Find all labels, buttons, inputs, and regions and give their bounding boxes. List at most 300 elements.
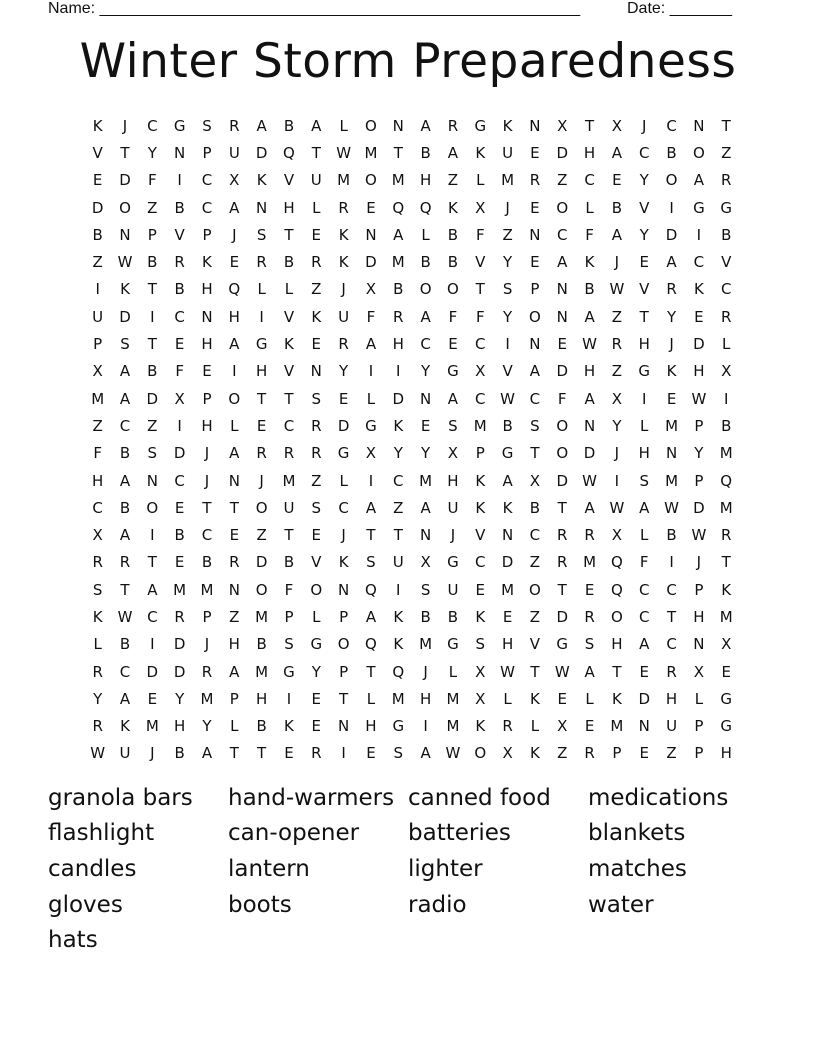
grid-letter[interactable]: A xyxy=(147,580,158,599)
grid-letter[interactable]: I xyxy=(614,471,620,490)
grid-letter[interactable]: N xyxy=(529,225,541,244)
grid-letter[interactable]: H xyxy=(693,362,705,381)
grid-letter[interactable]: T xyxy=(366,526,376,545)
grid-letter[interactable]: K xyxy=(120,280,130,299)
grid-letter[interactable]: T xyxy=(530,444,540,463)
grid-letter[interactable]: Y xyxy=(421,444,431,463)
grid-letter[interactable]: E xyxy=(639,662,649,681)
grid-letter[interactable]: M xyxy=(719,498,733,517)
grid-letter[interactable]: M xyxy=(719,444,733,463)
grid-letter[interactable]: M xyxy=(391,171,405,190)
grid-letter[interactable]: C xyxy=(201,171,213,190)
grid-letter[interactable]: D xyxy=(365,253,377,272)
grid-letter[interactable]: D xyxy=(556,362,569,381)
grid-letter[interactable]: C xyxy=(201,198,213,217)
grid-letter[interactable]: T xyxy=(284,389,294,408)
grid-letter[interactable]: W xyxy=(609,498,625,517)
grid-letter[interactable]: P xyxy=(694,717,704,736)
grid-letter[interactable]: C xyxy=(638,580,650,599)
grid-letter[interactable]: M xyxy=(665,471,679,490)
grid-letter[interactable]: H xyxy=(583,362,596,381)
grid-letter[interactable]: V xyxy=(639,198,650,217)
grid-letter[interactable]: L xyxy=(339,116,348,135)
grid-letter[interactable]: C xyxy=(338,498,349,517)
grid-letter[interactable]: T xyxy=(257,744,267,763)
grid-letter[interactable]: G xyxy=(447,635,459,654)
grid-letter[interactable]: D xyxy=(337,416,350,435)
grid-letter[interactable]: E xyxy=(147,689,158,708)
grid-letter[interactable]: K xyxy=(393,416,404,435)
grid-letter[interactable]: M xyxy=(446,717,460,736)
grid-letter[interactable]: H xyxy=(611,635,623,654)
grid-letter[interactable]: T xyxy=(229,744,239,763)
grid-letter[interactable]: H xyxy=(693,607,705,626)
grid-letter[interactable]: L xyxy=(312,198,321,217)
grid-letter[interactable]: C xyxy=(147,607,158,626)
grid-letter[interactable]: T xyxy=(639,307,649,326)
grid-letter[interactable]: I xyxy=(150,526,155,545)
grid-letter[interactable]: A xyxy=(502,471,513,490)
grid-letter[interactable]: T xyxy=(557,580,567,599)
grid-letter[interactable]: I xyxy=(669,198,674,217)
grid-letter[interactable]: I xyxy=(341,744,346,763)
grid-letter[interactable]: K xyxy=(338,253,349,272)
grid-letter[interactable]: H xyxy=(228,635,240,654)
grid-letter[interactable]: R xyxy=(666,662,677,681)
grid-letter[interactable]: X xyxy=(365,444,377,463)
grid-letter[interactable]: X xyxy=(475,362,486,381)
grid-letter[interactable]: X xyxy=(721,635,732,654)
grid-letter[interactable]: S xyxy=(393,744,404,763)
grid-letter[interactable]: E xyxy=(612,171,622,190)
grid-letter[interactable]: A xyxy=(365,498,377,517)
grid-letter[interactable]: E xyxy=(448,335,458,354)
grid-letter[interactable]: U xyxy=(310,171,322,190)
grid-letter[interactable]: A xyxy=(311,116,322,135)
grid-letter[interactable]: J xyxy=(150,744,155,763)
grid-letter[interactable]: Y xyxy=(694,444,704,463)
grid-letter[interactable]: N xyxy=(174,143,186,162)
grid-letter[interactable]: R xyxy=(338,335,349,354)
grid-letter[interactable]: B xyxy=(283,116,295,135)
grid-letter[interactable]: C xyxy=(147,116,158,135)
grid-letter[interactable]: S xyxy=(256,225,267,244)
grid-letter[interactable]: M xyxy=(473,416,487,435)
grid-letter[interactable]: P xyxy=(202,225,212,244)
grid-letter[interactable]: U xyxy=(228,143,240,162)
grid-letter[interactable]: P xyxy=(284,607,294,626)
grid-letter[interactable]: M xyxy=(91,389,105,408)
grid-letter[interactable]: H xyxy=(201,335,213,354)
grid-letter[interactable]: A xyxy=(256,116,267,135)
grid-letter[interactable]: G xyxy=(693,198,705,217)
grid-letter[interactable]: D xyxy=(556,607,569,626)
grid-letter[interactable]: W xyxy=(445,744,461,763)
grid-letter[interactable]: P xyxy=(694,744,704,763)
grid-letter[interactable]: V xyxy=(92,143,103,162)
grid-letter[interactable]: B xyxy=(666,143,677,162)
grid-letter[interactable]: A xyxy=(529,362,541,381)
grid-letter[interactable]: B xyxy=(119,635,131,654)
grid-letter[interactable]: K xyxy=(666,362,677,381)
grid-letter[interactable]: F xyxy=(366,307,376,326)
grid-letter[interactable]: K xyxy=(256,171,267,190)
grid-letter[interactable]: I xyxy=(368,362,374,381)
grid-letter[interactable]: W xyxy=(117,607,133,626)
grid-letter[interactable]: I xyxy=(396,362,401,381)
grid-letter[interactable]: E xyxy=(557,335,567,354)
grid-letter[interactable]: K xyxy=(202,253,212,272)
grid-letter[interactable]: W xyxy=(664,498,679,517)
grid-letter[interactable]: R xyxy=(666,280,677,299)
grid-letter[interactable]: M xyxy=(255,607,269,626)
grid-letter[interactable]: D xyxy=(638,689,650,708)
grid-letter[interactable]: X xyxy=(475,689,486,708)
grid-letter[interactable]: D xyxy=(173,444,186,463)
grid-letter[interactable]: A xyxy=(229,335,240,354)
grid-letter[interactable]: A xyxy=(584,307,595,326)
grid-letter[interactable]: I xyxy=(723,389,729,408)
date-field[interactable]: Date: _______ xyxy=(627,0,732,17)
grid-letter[interactable]: I xyxy=(177,171,182,190)
grid-letter[interactable]: R xyxy=(447,116,459,135)
grid-letter[interactable]: R xyxy=(229,116,240,135)
grid-letter[interactable]: D xyxy=(693,335,705,354)
grid-letter[interactable]: H xyxy=(447,471,459,490)
grid-letter[interactable]: N xyxy=(693,116,705,135)
grid-letter[interactable]: I xyxy=(696,225,702,244)
grid-letter[interactable]: B xyxy=(147,362,158,381)
grid-letter[interactable]: C xyxy=(119,416,131,435)
grid-letter[interactable]: J xyxy=(259,471,264,490)
grid-letter[interactable]: O xyxy=(365,171,377,190)
grid-letter[interactable]: O xyxy=(556,444,569,463)
grid-letter[interactable]: K xyxy=(502,498,513,517)
grid-letter[interactable]: P xyxy=(202,389,212,408)
grid-letter[interactable]: B xyxy=(92,225,103,244)
grid-letter[interactable]: M xyxy=(391,253,405,272)
grid-letter[interactable]: V xyxy=(639,280,650,299)
grid-letter[interactable]: O xyxy=(529,580,541,599)
grid-letter[interactable]: A xyxy=(365,335,377,354)
grid-letter[interactable]: R xyxy=(119,553,131,572)
grid-letter[interactable]: A xyxy=(447,389,459,408)
grid-letter[interactable]: E xyxy=(639,744,649,763)
grid-letter[interactable]: R xyxy=(584,744,595,763)
grid-letter[interactable]: G xyxy=(638,362,651,381)
grid-letter[interactable]: X xyxy=(229,171,240,190)
grid-letter[interactable]: H xyxy=(201,416,213,435)
grid-letter[interactable]: L xyxy=(93,635,102,654)
grid-letter[interactable]: F xyxy=(148,171,157,190)
grid-letter[interactable]: O xyxy=(474,744,487,763)
grid-letter[interactable]: Z xyxy=(92,416,103,435)
grid-letter[interactable]: O xyxy=(337,635,350,654)
grid-letter[interactable]: R xyxy=(283,444,295,463)
grid-letter[interactable]: E xyxy=(366,744,376,763)
grid-letter[interactable]: R xyxy=(529,171,541,190)
grid-letter[interactable]: W xyxy=(691,389,707,408)
grid-letter[interactable]: W xyxy=(609,280,625,299)
grid-letter[interactable]: B xyxy=(147,253,158,272)
grid-letter[interactable]: O xyxy=(556,416,569,435)
grid-letter[interactable]: O xyxy=(119,198,131,217)
grid-letter[interactable]: J xyxy=(669,335,674,354)
grid-letter[interactable]: V xyxy=(475,253,486,272)
grid-letter[interactable]: K xyxy=(502,116,513,135)
grid-letter[interactable]: C xyxy=(475,335,486,354)
grid-letter[interactable]: L xyxy=(694,689,704,708)
grid-letter[interactable]: K xyxy=(475,143,486,162)
grid-letter[interactable]: K xyxy=(120,717,130,736)
grid-letter[interactable]: M xyxy=(282,471,296,490)
grid-letter[interactable]: X xyxy=(557,717,568,736)
grid-letter[interactable]: S xyxy=(639,471,649,490)
grid-letter[interactable]: E xyxy=(174,335,185,354)
grid-letter[interactable]: L xyxy=(503,689,512,708)
grid-letter[interactable]: R xyxy=(311,744,322,763)
grid-letter[interactable]: Y xyxy=(202,717,212,736)
grid-letter[interactable]: N xyxy=(146,471,158,490)
grid-letter[interactable]: A xyxy=(229,444,240,463)
grid-letter[interactable]: X xyxy=(611,389,623,408)
grid-letter[interactable]: F xyxy=(93,444,102,463)
grid-letter[interactable]: Y xyxy=(666,307,677,326)
grid-letter[interactable]: Z xyxy=(611,362,623,381)
grid-letter[interactable]: R xyxy=(92,553,103,572)
grid-letter[interactable]: B xyxy=(283,253,295,272)
grid-letter[interactable]: M xyxy=(719,607,733,626)
grid-letter[interactable]: Y xyxy=(175,689,185,708)
grid-letter[interactable]: O xyxy=(255,580,268,599)
grid-letter[interactable]: K xyxy=(475,498,486,517)
grid-letter[interactable]: R xyxy=(256,444,267,463)
grid-letter[interactable]: P xyxy=(202,143,212,162)
grid-letter[interactable]: N xyxy=(392,116,404,135)
grid-letter[interactable]: I xyxy=(642,389,647,408)
grid-letter[interactable]: B xyxy=(420,607,431,626)
grid-letter[interactable]: S xyxy=(120,335,130,354)
grid-letter[interactable]: N xyxy=(419,389,432,408)
grid-letter[interactable]: E xyxy=(229,526,240,545)
grid-letter[interactable]: A xyxy=(611,225,623,244)
grid-letter[interactable]: F xyxy=(475,307,485,326)
grid-letter[interactable]: O xyxy=(228,389,241,408)
grid-letter[interactable]: B xyxy=(119,498,131,517)
grid-letter[interactable]: X xyxy=(693,662,705,681)
grid-letter[interactable]: I xyxy=(396,580,401,599)
grid-letter[interactable]: T xyxy=(666,607,677,626)
grid-letter[interactable]: G xyxy=(720,689,733,708)
grid-letter[interactable]: T xyxy=(284,526,294,545)
grid-letter[interactable]: I xyxy=(423,717,428,736)
grid-letter[interactable]: G xyxy=(283,662,295,681)
grid-letter[interactable]: H xyxy=(201,280,213,299)
grid-letter[interactable]: E xyxy=(311,689,322,708)
grid-letter[interactable]: L xyxy=(448,662,458,681)
grid-letter[interactable]: W xyxy=(336,143,352,162)
grid-letter[interactable]: W xyxy=(90,744,106,763)
grid-letter[interactable]: E xyxy=(721,662,731,681)
grid-letter[interactable]: P xyxy=(229,689,239,708)
grid-letter[interactable]: A xyxy=(119,362,131,381)
grid-letter[interactable]: G xyxy=(501,444,514,463)
grid-letter[interactable]: V xyxy=(529,635,541,654)
grid-letter[interactable]: C xyxy=(584,171,595,190)
grid-letter[interactable]: C xyxy=(638,607,650,626)
grid-letter[interactable]: W xyxy=(500,662,515,681)
grid-letter[interactable]: L xyxy=(421,225,430,244)
grid-letter[interactable]: T xyxy=(393,526,403,545)
grid-letter[interactable]: E xyxy=(174,498,185,517)
grid-letter[interactable]: A xyxy=(119,526,131,545)
grid-letter[interactable]: Y xyxy=(503,253,513,272)
grid-letter[interactable]: R xyxy=(201,662,213,681)
grid-letter[interactable]: V xyxy=(311,553,322,572)
grid-letter[interactable]: H xyxy=(720,744,732,763)
grid-letter[interactable]: A xyxy=(693,171,705,190)
grid-letter[interactable]: H xyxy=(174,717,186,736)
grid-letter[interactable]: E xyxy=(311,717,322,736)
grid-letter[interactable]: E xyxy=(584,717,595,736)
grid-letter[interactable]: H xyxy=(283,198,295,217)
grid-letter[interactable]: M xyxy=(501,580,515,599)
grid-letter[interactable]: J xyxy=(642,116,647,135)
grid-letter[interactable]: F xyxy=(448,307,458,326)
grid-letter[interactable]: L xyxy=(476,171,485,190)
grid-letter[interactable]: Y xyxy=(503,307,513,326)
grid-letter[interactable]: T xyxy=(475,280,485,299)
grid-letter[interactable]: D xyxy=(392,389,405,408)
grid-letter[interactable]: Z xyxy=(147,416,158,435)
grid-letter[interactable]: B xyxy=(447,225,459,244)
grid-letter[interactable]: C xyxy=(529,526,541,545)
grid-letter[interactable]: B xyxy=(611,198,623,217)
grid-letter[interactable]: D xyxy=(501,553,514,572)
grid-letter[interactable]: D xyxy=(173,635,186,654)
grid-letter[interactable]: A xyxy=(447,143,459,162)
grid-letter[interactable]: B xyxy=(584,280,595,299)
grid-letter[interactable]: H xyxy=(92,471,104,490)
grid-letter[interactable]: X xyxy=(529,471,541,490)
grid-letter[interactable]: X xyxy=(420,553,431,572)
grid-letter[interactable]: H xyxy=(365,717,377,736)
grid-letter[interactable]: K xyxy=(721,580,732,599)
grid-letter[interactable]: K xyxy=(529,689,540,708)
grid-letter[interactable]: A xyxy=(611,143,623,162)
grid-letter[interactable]: T xyxy=(147,280,157,299)
grid-letter[interactable]: H xyxy=(255,689,268,708)
grid-letter[interactable]: E xyxy=(639,253,649,272)
grid-letter[interactable]: K xyxy=(393,607,404,626)
grid-letter[interactable]: G xyxy=(365,416,377,435)
grid-letter[interactable]: Q xyxy=(610,553,623,572)
grid-letter[interactable]: A xyxy=(420,116,431,135)
grid-letter[interactable]: C xyxy=(420,335,431,354)
grid-letter[interactable]: P xyxy=(147,225,157,244)
grid-letter[interactable]: K xyxy=(475,607,486,626)
grid-letter[interactable]: K xyxy=(92,116,103,135)
grid-letter[interactable]: N xyxy=(228,471,240,490)
grid-letter[interactable]: R xyxy=(611,335,623,354)
grid-letter[interactable]: D xyxy=(583,444,596,463)
grid-letter[interactable]: I xyxy=(669,553,674,572)
grid-letter[interactable]: F xyxy=(284,580,294,599)
grid-letter[interactable]: W xyxy=(691,526,707,545)
grid-letter[interactable]: K xyxy=(284,335,294,354)
grid-letter[interactable]: A xyxy=(119,689,131,708)
grid-letter[interactable]: Y xyxy=(612,416,622,435)
grid-letter[interactable]: C xyxy=(475,389,486,408)
grid-letter[interactable]: B xyxy=(174,744,185,763)
grid-letter[interactable]: O xyxy=(419,280,432,299)
grid-letter[interactable]: S xyxy=(366,553,376,572)
grid-letter[interactable]: C xyxy=(174,307,185,326)
grid-letter[interactable]: T xyxy=(284,225,294,244)
grid-letter[interactable]: B xyxy=(420,143,431,162)
grid-letter[interactable]: A xyxy=(229,662,240,681)
grid-letter[interactable]: R xyxy=(229,553,240,572)
grid-letter[interactable]: K xyxy=(584,253,595,272)
grid-letter[interactable]: N xyxy=(338,717,350,736)
grid-letter[interactable]: K xyxy=(311,307,322,326)
grid-letter[interactable]: G xyxy=(310,635,323,654)
grid-letter[interactable]: C xyxy=(475,553,486,572)
grid-letter[interactable]: R xyxy=(174,253,185,272)
grid-letter[interactable]: X xyxy=(502,744,513,763)
grid-letter[interactable]: P xyxy=(93,335,103,354)
grid-letter[interactable]: N xyxy=(365,225,377,244)
grid-letter[interactable]: P xyxy=(694,416,704,435)
grid-letter[interactable]: S xyxy=(311,498,322,517)
grid-letter[interactable]: X xyxy=(92,362,103,381)
grid-letter[interactable]: S xyxy=(147,444,158,463)
grid-letter[interactable]: G xyxy=(173,116,186,135)
grid-letter[interactable]: E xyxy=(530,198,540,217)
grid-letter[interactable]: Z xyxy=(393,498,404,517)
grid-letter[interactable]: W xyxy=(554,662,570,681)
grid-letter[interactable]: T xyxy=(229,498,239,517)
grid-letter[interactable]: M xyxy=(665,416,679,435)
grid-letter[interactable]: D xyxy=(146,389,159,408)
grid-letter[interactable]: Y xyxy=(639,171,649,190)
grid-letter[interactable]: V xyxy=(174,225,185,244)
grid-letter[interactable]: J xyxy=(204,635,210,654)
grid-letter[interactable]: M xyxy=(364,143,378,162)
grid-letter[interactable]: O xyxy=(556,198,569,217)
grid-letter[interactable]: W xyxy=(582,471,597,490)
grid-letter[interactable]: C xyxy=(283,416,295,435)
grid-letter[interactable]: M xyxy=(200,580,214,599)
grid-letter[interactable]: N xyxy=(556,307,568,326)
grid-letter[interactable]: V xyxy=(283,362,295,381)
grid-letter[interactable]: A xyxy=(584,662,595,681)
grid-letter[interactable]: J xyxy=(122,116,128,135)
grid-letter[interactable]: U xyxy=(119,744,131,763)
grid-letter[interactable]: R xyxy=(174,607,185,626)
grid-letter[interactable]: S xyxy=(502,280,513,299)
grid-letter[interactable]: I xyxy=(177,416,182,435)
grid-letter[interactable]: C xyxy=(174,471,185,490)
grid-letter[interactable]: M xyxy=(145,717,159,736)
grid-letter[interactable]: N xyxy=(693,635,705,654)
grid-letter[interactable]: B xyxy=(721,225,732,244)
grid-letter[interactable]: M xyxy=(255,662,269,681)
grid-letter[interactable]: X xyxy=(447,444,459,463)
grid-letter[interactable]: P xyxy=(202,607,212,626)
grid-letter[interactable]: K xyxy=(284,717,294,736)
grid-letter[interactable]: L xyxy=(339,471,348,490)
